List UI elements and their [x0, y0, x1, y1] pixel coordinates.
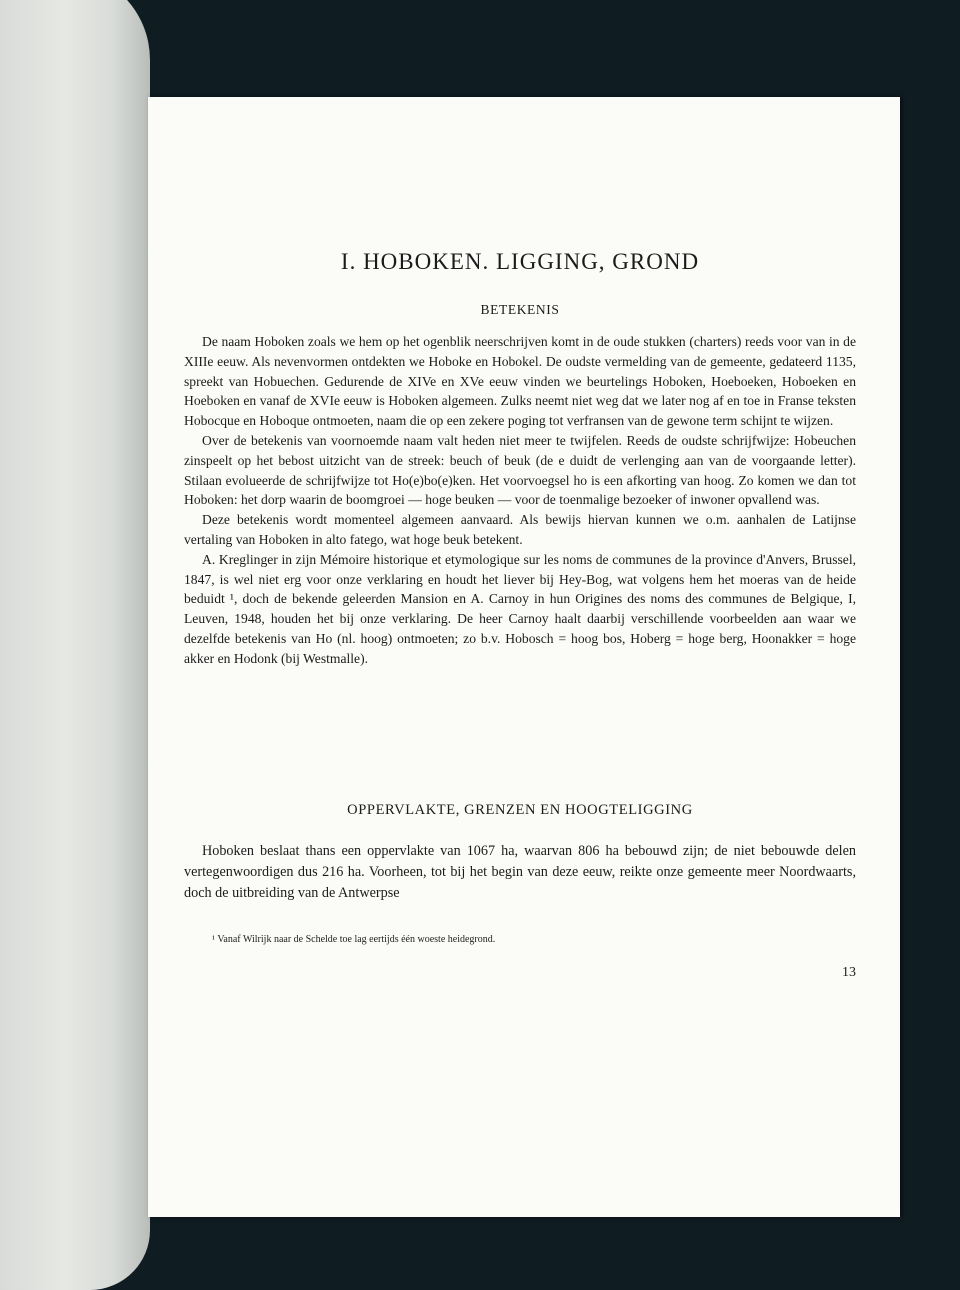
paragraph: A. Kreglinger in zijn Mémoire historique et etymologique sur les noms de communes de la province d'Anvers, Brussel, 1847, is wel niet erg voor onze verklaring en houdt het liever bij Hey-Bog, wat volgens hem het moeras van de heide beduidt ¹, doch de bekende geleerden Mansion en A. Carnoy in hun Origines des noms des communes de Belgique, I, Leuven, 1948, houden het bij onze verklaring. De heer Carnoy haalt daarbij verschillende voorbeelden aan waar we dezelfde betekenis van Ho (nl. hoog) ontmoeten; zo b.v. Hobosch = hoog bos, Hoberg = hoge berg, Hoonakker = hoge akker en Hodonk (bij Westmalle).: [184, 551, 856, 666]
section-body-betekenis: [184, 332, 856, 669]
chapter-title: I. HOBOKEN. LIGGING, GROND: [340, 249, 700, 274]
paragraph: De naam Hoboken zoals we hem op het ogenblik neerschrijven komt in de oude stukken (charters) reeds voor van in de XIIIe eeuw. Als nevenvormen ontdekten we Hoboke en Hobokel. De oudste vermelding van de gemeente, gedateerd 1135, spreekt van Hobuechen. Gedurende de XIVe en XVe eeuw vinden we beurtelings Hoboken, Hoeboeken, Hoboeken en Hoeboken en vanaf de XVIe eeuw is Hoboken algemeen. Zulks neemt niet weg dat we later nog af en toe in Franse teksten Hobocque en Hoboque ontmoeten, naam die op een zekere poging tot verfransen van de gewone term schijnt te wijzen.: [184, 334, 856, 429]
paragraph: Over de betekenis van voornoemde naam valt heden niet meer te twijfelen. Reeds de oudste schrijfwijze: Hobeuchen zinspeelt op het bebost uitzicht van de streek: beuch of beuk (de e duidt de verlenging aan van de voorgaande letter). Stilaan evolueerde de schrijfwijze tot Ho(e)bo(e)ken. Het voorvoegsel ho is een afkorting van hoog. Zo komen we dan tot Hoboken: het dorp waarin de boomgroei — hoge beuken — voor de toenmalige bezoeker of inwoner opvallend was.: [184, 432, 856, 508]
left-page-edge: [0, 0, 150, 1290]
book-page: [148, 97, 900, 1217]
page-number: 13: [842, 965, 856, 980]
section-body-oppervlakte: [184, 841, 856, 904]
paragraph: Hoboken beslaat thans een oppervlakte van 1067 ha, waarvan 806 ha bebouwd zijn; de niet bebouwde delen vertegenwoordigen dus 216 ha. Voorheen, tot bij het begin van deze eeuw, reikte onze gemeente meer Noordwaarts, doch de uitbreiding van de Antwerpse: [184, 843, 856, 901]
footnote: ¹ Vanaf Wilrijk naar de Schelde toe lag eertijds één woeste heidegrond.: [212, 934, 496, 945]
section-heading-betekenis: BETEKENIS: [480, 302, 560, 317]
paragraph: Deze betekenis wordt momenteel algemeen aanvaard. Als bewijs hiervan kunnen we o.m. aanhalen de Latijnse vertaling van Hoboken in alto fatego, wat hoge beuk betekent.: [184, 512, 856, 547]
section-heading-oppervlakte: OPPERVLAKTE, GRENZEN EN HOOGTELIGGING: [347, 802, 693, 818]
